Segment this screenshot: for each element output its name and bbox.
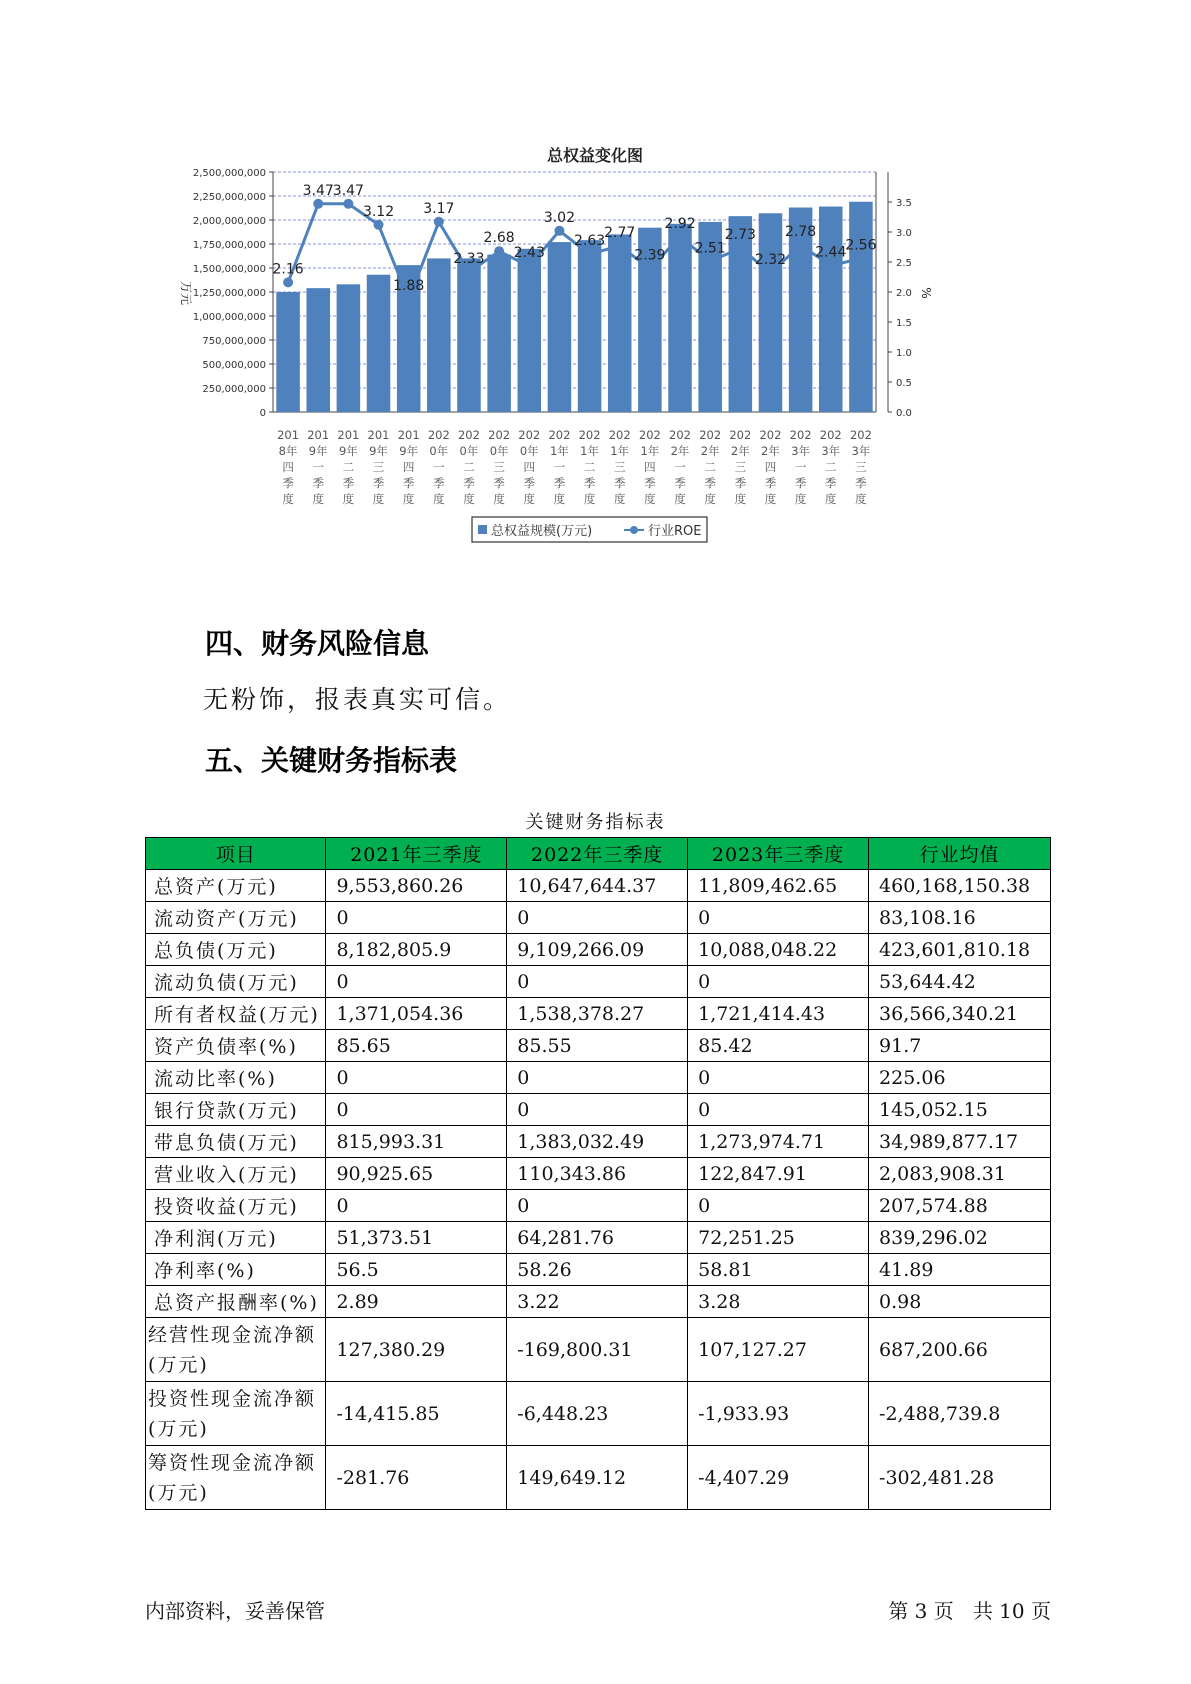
table-cell: 0 [507,1190,688,1222]
table-cell: 1,273,974.71 [688,1126,869,1158]
table-row [146,1318,1051,1382]
roe-point [856,253,866,263]
legend-roe: 行业ROE [648,524,702,539]
row-label: 流动资产(万元) [146,902,326,934]
section5-heading: 五、关键财务指标表 [205,744,458,777]
roe-data-label: 2.44 [815,244,847,261]
equity-bar [608,234,632,412]
table-cell: -4,407.29 [688,1446,869,1510]
table-row [146,902,1051,934]
table-cell: 460,168,150.38 [869,870,1051,902]
table-cell: 36,566,340.21 [869,998,1051,1030]
legend-line-swatch [630,526,638,534]
table-cell: 34,989,877.17 [869,1126,1051,1158]
equity-bar [548,242,572,412]
y2-tick-label: 1.0 [896,348,912,359]
table-row [146,1222,1051,1254]
table-cell: -1,933.93 [688,1382,869,1446]
table-cell: 0 [507,902,688,934]
table-cell: 0 [326,902,507,934]
row-label: 带息负债(万元) [146,1126,326,1158]
y2-tick-label: 0.0 [896,408,912,419]
x-tick-label: 202 1年三季度 [608,428,631,506]
row-label: 所有者权益(万元) [146,998,326,1030]
row-label: 投资收益(万元) [146,1190,326,1222]
table-cell: 0 [688,1094,869,1126]
equity-bar [819,207,843,412]
row-label: 总负债(万元) [146,934,326,966]
equity-bar [518,249,542,412]
equity-bar [578,240,602,412]
table-cell: 110,343.86 [507,1158,688,1190]
roe-point [675,232,685,242]
y2-tick-label: 2.5 [896,258,912,269]
x-tick-label: 202 0年一季度 [427,428,450,506]
roe-data-label: 2.77 [604,224,636,241]
row-label: 总资产(万元) [146,870,326,902]
row-label: 银行贷款(万元) [146,1094,326,1126]
table-cell: 423,601,810.18 [869,934,1051,966]
equity-bar [276,292,300,412]
table-cell: 53,644.42 [869,966,1051,998]
table-cell: 122,847.91 [688,1158,869,1190]
table-cell: 225.06 [869,1062,1051,1094]
y-tick-label: 2,500,000,000 [192,168,266,179]
roe-point [283,277,293,287]
roe-data-label: 2.16 [272,261,304,278]
roe-point [374,220,384,230]
x-tick-label: 202 2年一季度 [669,428,692,506]
equity-chart [170,135,1050,595]
row-label: 流动比率(%) [146,1062,326,1094]
roe-data-label: 2.51 [694,240,726,257]
y2-tick-label: 0.5 [896,378,912,389]
y-tick-label: 2,250,000,000 [192,192,266,203]
table-cell: 0 [507,1094,688,1126]
roe-data-label: 3.47 [332,182,364,199]
x-tick-label: 201 9年一季度 [307,428,330,506]
roe-data-label: 2.78 [785,224,817,241]
roe-data-label: 1.88 [393,278,425,295]
equity-bar [759,213,783,412]
table-row [146,934,1051,966]
table-cell: 2.89 [326,1286,507,1318]
table-cell: 11,809,462.65 [688,870,869,902]
table-cell: 90,925.65 [326,1158,507,1190]
table-cell: -169,800.31 [507,1318,688,1382]
roe-data-label: 2.63 [573,233,606,250]
equity-bar [306,288,330,412]
table-cell: 0 [688,966,869,998]
table-cell: 58.81 [688,1254,869,1286]
row-label: 总资产报酬率(%) [146,1286,326,1318]
roe-data-label: 2.33 [453,251,485,268]
roe-point [705,256,715,266]
col-header-industry: 行业均值 [869,838,1051,870]
table-row [146,1446,1051,1510]
table-cell: 0.98 [869,1286,1051,1318]
y-tick-label: 0 [259,408,266,419]
table-row [146,870,1051,902]
table-row [146,1062,1051,1094]
table-cell: -281.76 [326,1446,507,1510]
table-cell: 8,182,805.9 [326,934,507,966]
table-cell: 85.55 [507,1030,688,1062]
table-cell: -2,488,739.8 [869,1382,1051,1446]
row-label: 投资性现金流净额(万元) [146,1382,326,1446]
y2-tick-label: 1.5 [896,318,912,329]
row-label: 净利率(%) [146,1254,326,1286]
roe-data-label: 3.47 [302,182,334,199]
table-cell: 0 [688,902,869,934]
y-tick-label: 1,500,000,000 [192,264,266,275]
table-cell: 0 [688,1190,869,1222]
kpi-table-body [146,870,1051,1510]
table-row [146,1126,1051,1158]
footer-page-number: 第 3 页 共 10 页 [888,1599,1051,1623]
roe-point [434,217,444,227]
equity-bar [337,284,361,412]
x-tick-label: 202 3年三季度 [849,428,872,506]
y2-tick-label: 3.0 [896,228,912,239]
chart-roe-line [272,183,876,304]
table-cell: 91.7 [869,1030,1051,1062]
roe-point [554,226,564,236]
table-cell: 1,371,054.36 [326,998,507,1030]
roe-point [826,261,836,271]
table-row [146,1286,1051,1318]
roe-point [494,246,504,256]
y2-axis-label: % [919,287,933,299]
x-tick-label: 201 9年三季度 [367,428,390,506]
x-tick-label: 202 2年四季度 [759,428,782,506]
equity-bar [367,275,391,412]
x-tick-label: 202 2年二季度 [699,428,722,506]
table-cell: 85.65 [326,1030,507,1062]
x-tick-label: 202 0年二季度 [457,428,480,506]
table-cell: 9,553,860.26 [326,870,507,902]
table-cell: 107,127.27 [688,1318,869,1382]
roe-data-label: 2.32 [754,251,787,268]
x-tick-label: 202 1年二季度 [578,428,601,506]
roe-point [585,249,595,259]
roe-point [615,241,625,251]
table-cell: 51,373.51 [326,1222,507,1254]
x-tick-label: 201 8年四季度 [277,428,300,506]
table-cell: 2,083,908.31 [869,1158,1051,1190]
y-axis-label: 万元 [179,280,193,306]
x-tick-label: 201 9年二季度 [337,428,360,506]
roe-data-label: 2.56 [845,237,877,254]
table-row [146,1190,1051,1222]
table-cell: 3.22 [507,1286,688,1318]
y-tick-label: 1,000,000,000 [192,312,266,323]
table-cell: 687,200.66 [869,1318,1051,1382]
roe-data-label: 2.68 [483,230,515,247]
roe-point [464,267,474,277]
roe-data-label: 2.43 [513,245,545,262]
section4-heading: 四、财务风险信息 [205,627,430,660]
roe-data-label: 3.02 [543,209,576,226]
col-header-2021q3: 2021年三季度 [326,838,507,870]
equity-bar [849,202,873,412]
table-cell: -6,448.23 [507,1382,688,1446]
row-label: 营业收入(万元) [146,1158,326,1190]
roe-data-label: 2.39 [634,247,666,264]
roe-point [404,294,414,304]
roe-data-label: 3.17 [423,200,455,217]
equity-bar [457,258,481,412]
table-cell: 145,052.15 [869,1094,1051,1126]
table-cell: 72,251.25 [688,1222,869,1254]
table-row [146,1382,1051,1446]
y-tick-label: 1,750,000,000 [192,240,266,251]
x-tick-label: 202 2年三季度 [729,428,752,506]
y2-tick-label: 2.0 [896,288,912,299]
legend-bar-swatch [478,525,487,534]
y2-tick-label: 3.5 [896,198,912,209]
footer-left: 内部资料，妥善保管 [145,1599,325,1623]
equity-bar [668,224,692,412]
row-label: 净利润(万元) [146,1222,326,1254]
table-cell: 815,993.31 [326,1126,507,1158]
row-label: 流动负债(万元) [146,966,326,998]
table-cell: -302,481.28 [869,1446,1051,1510]
table-row [146,1254,1051,1286]
table-row [146,1030,1051,1062]
table-cell: 58.26 [507,1254,688,1286]
x-tick-label: 202 0年四季度 [518,428,541,506]
table-cell: 207,574.88 [869,1190,1051,1222]
y-tick-label: 1,250,000,000 [192,288,266,299]
roe-data-label: 2.73 [724,227,756,244]
x-tick-label: 202 1年四季度 [638,428,661,506]
roe-point [524,261,534,271]
table-cell: 149,649.12 [507,1446,688,1510]
legend-equity: 总权益规模(万元) [491,524,593,539]
table-cell: 3.28 [688,1286,869,1318]
table-cell: 64,281.76 [507,1222,688,1254]
table-caption: 关键财务指标表 [525,812,666,833]
table-cell: 56.5 [326,1254,507,1286]
x-tick-label: 202 1年一季度 [548,428,571,506]
section4-text: 无粉饰，报表真实可信。 [203,685,512,714]
chart-title: 总权益变化图 [546,146,644,165]
y-tick-label: 250,000,000 [202,384,266,395]
table-cell: 0 [326,1094,507,1126]
table-row [146,998,1051,1030]
x-tick-label: 202 3年二季度 [819,428,842,506]
table-row [146,966,1051,998]
y-tick-label: 750,000,000 [202,336,266,347]
x-tick-label: 202 3年一季度 [789,428,812,506]
table-cell: 0 [507,1062,688,1094]
row-label: 筹资性现金流净额(万元) [146,1446,326,1510]
y-tick-label: 500,000,000 [202,360,266,371]
table-row [146,1158,1051,1190]
roe-data-label: 3.12 [362,203,395,220]
table-cell: 83,108.16 [869,902,1051,934]
roe-point [645,264,655,274]
table-row [146,1094,1051,1126]
x-tick-label: 202 0年三季度 [488,428,511,506]
table-cell: 0 [326,1062,507,1094]
table-cell: 41.89 [869,1254,1051,1286]
roe-point [343,199,353,209]
table-cell: 0 [326,966,507,998]
table-cell: 839,296.02 [869,1222,1051,1254]
table-cell: 10,088,048.22 [688,934,869,966]
roe-point [765,268,775,278]
col-header-2022q3: 2022年三季度 [507,838,688,870]
roe-point [313,199,323,209]
row-label: 资产负债率(%) [146,1030,326,1062]
kpi-table [145,837,1051,1510]
y-tick-label: 2,000,000,000 [192,216,266,227]
roe-data-label: 2.92 [664,215,696,232]
x-tick-label: 201 9年四季度 [397,428,420,506]
table-cell: 0 [326,1190,507,1222]
table-cell: 1,383,032.49 [507,1126,688,1158]
equity-bar [427,258,451,412]
table-cell: 127,380.29 [326,1318,507,1382]
equity-bar [487,255,511,412]
row-label: 经营性现金流净额(万元) [146,1318,326,1382]
col-header-2023q3: 2023年三季度 [688,838,869,870]
col-header-item: 项目 [146,838,326,870]
table-cell: 0 [688,1062,869,1094]
table-cell: 1,721,414.43 [688,998,869,1030]
table-cell: 0 [507,966,688,998]
chart-x-labels [277,428,872,506]
roe-point [796,240,806,250]
table-cell: 9,109,266.09 [507,934,688,966]
chart-legend [472,517,707,542]
table-cell: 85.42 [688,1030,869,1062]
roe-point [735,243,745,253]
table-cell: 10,647,644.37 [507,870,688,902]
table-cell: -14,415.85 [326,1382,507,1446]
kpi-header-row [146,838,1051,870]
table-cell: 1,538,378.27 [507,998,688,1030]
